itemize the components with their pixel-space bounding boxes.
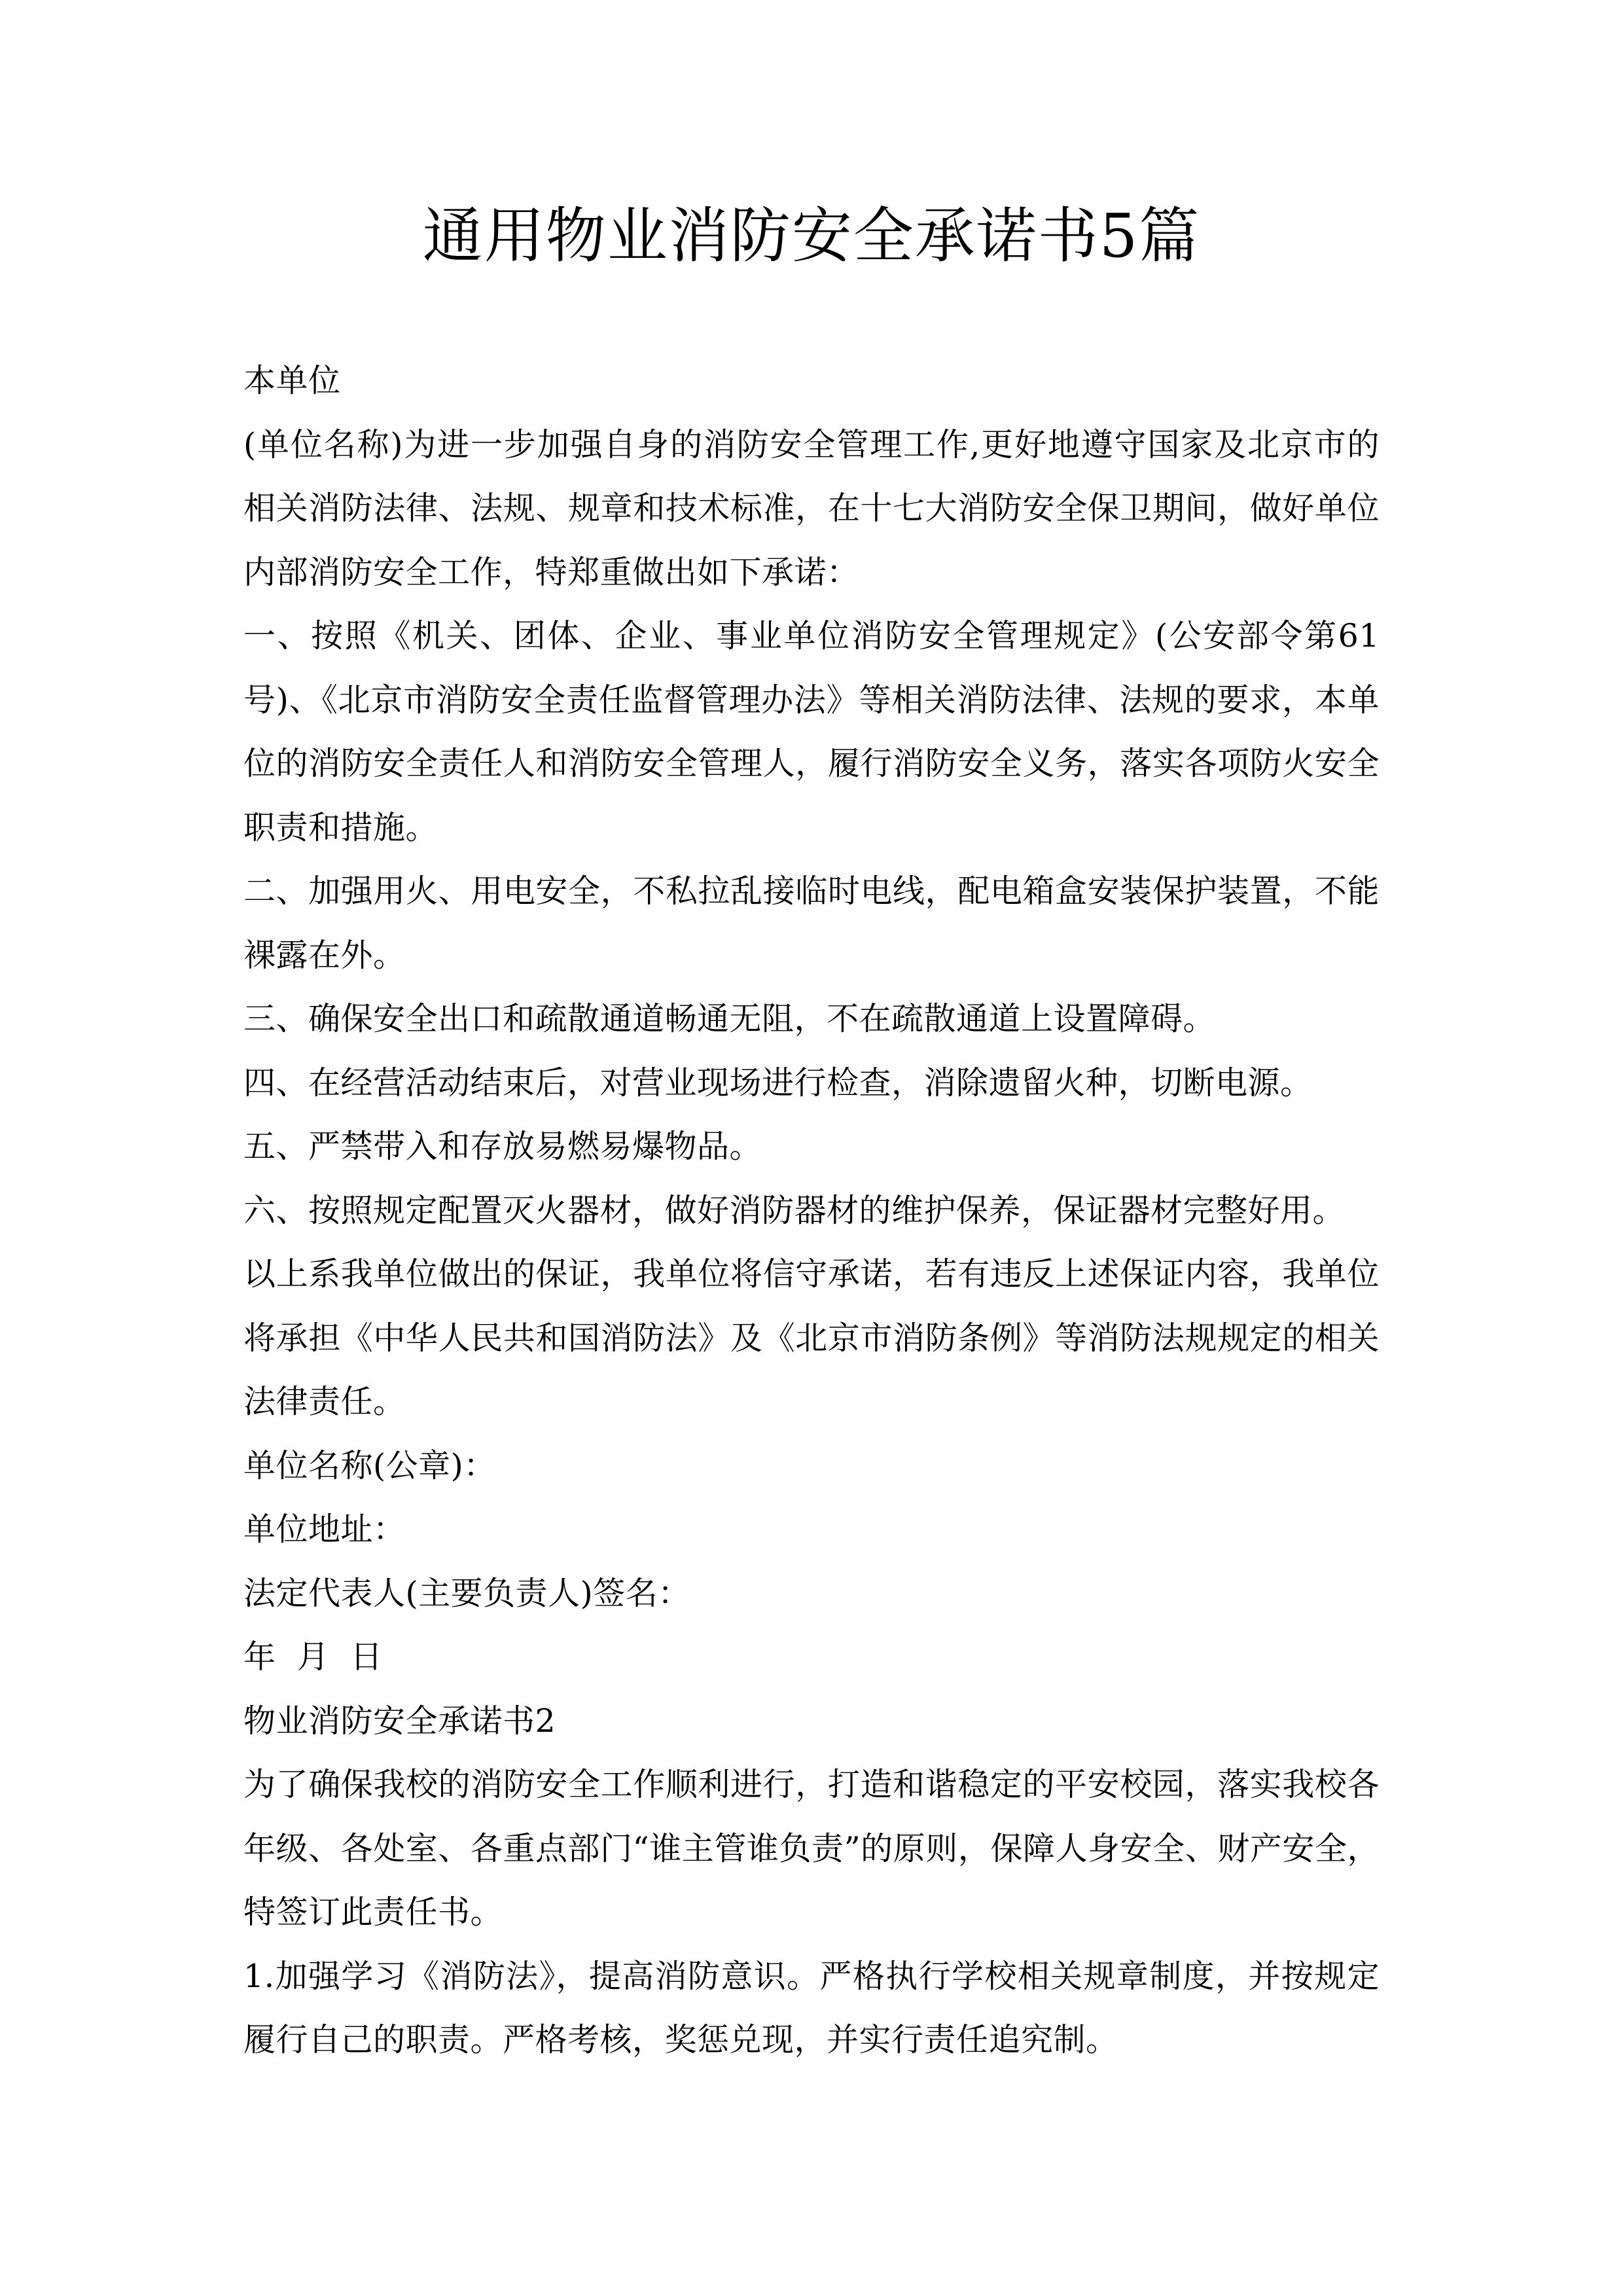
text-line-unit-intro: 本单位 [243,362,341,399]
commitment-item-5: 五、严禁带入和存放易燃易爆物品。 [243,1128,762,1165]
commitment-item-2: 二、加强用火、用电安全，不私拉乱接临时电线，配电箱盒安装保护装置，不能 [243,872,1380,910]
commitment-item-6: 六、按照规定配置灭火器材，做好消防器材的维护保养，保证器材完整好用。 [243,1191,1346,1229]
text-line: 号)、《北京市消防安全责任监督管理办法》等相关消防法律、法规的要求，本单 [243,681,1380,719]
commitment-item-1: 一、按照《机关、团体、企业、事业单位消防安全管理规定》(公安部令第61 [243,617,1380,655]
text-line: 位的消防安全责任人和消防安全管理人，履行消防安全义务，落实各项防火安全 [243,745,1380,782]
legal-representative-signature-label: 法定代表人(主要负责人)签名： [243,1574,690,1612]
text-line: 法律责任。 [243,1383,406,1420]
document-title: 通用物业消防安全承诺书5篇 [422,201,1201,271]
unit-address-label: 单位地址： [243,1511,406,1548]
text-line: 内部消防安全工作，特郑重做出如下承诺： [243,553,859,591]
section-heading-2: 物业消防安全承诺书2 [243,1702,556,1740]
text-line: 将承担《中华人民共和国消防法》及《北京市消防条例》等消防法规规定的相关 [243,1319,1380,1357]
section-2-item-1: 1.加强学习《消防法》，提高消防意识。严格执行学校相关规章制度，并按规定 [243,1957,1380,1995]
text-line: (单位名称)为进一步加强自身的消防安全管理工作,更好地遵守国家及北京市的 [243,425,1380,463]
text-line: 职责和措施。 [243,808,438,846]
text-line: 相关消防法律、法规、规章和技术标准，在十七大消防安全保卫期间，做好单位 [243,490,1380,527]
text-line: 特签订此责任书。 [243,1893,503,1931]
commitment-item-4: 四、在经营活动结束后，对营业现场进行检查，消除遗留火种，切断电源。 [243,1064,1313,1102]
section-2-intro: 为了确保我校的消防安全工作顺利进行，打造和谐稳定的平安校园，落实我校各 [243,1766,1380,1803]
text-line: 履行自己的职责。严格考核，奖惩兑现，并实行责任追究制。 [243,2021,1118,2058]
document-body [243,349,1380,2072]
date-label: 年 月 日 [243,1638,383,1676]
text-line: 年级、各处室、各重点部门“谁主管谁负责”的原则，保障人身安全、财产安全， [243,1829,1380,1867]
text-line: 裸露在外。 [243,936,406,974]
guarantee-paragraph: 以上系我单位做出的保证，我单位将信守承诺，若有违反上述保证内容，我单位 [243,1255,1380,1293]
unit-name-seal-label: 单位名称(公章)： [243,1446,496,1484]
commitment-item-3: 三、确保安全出口和疏散通道畅通无阻，不在疏散通道上设置障碍。 [243,1000,1216,1037]
